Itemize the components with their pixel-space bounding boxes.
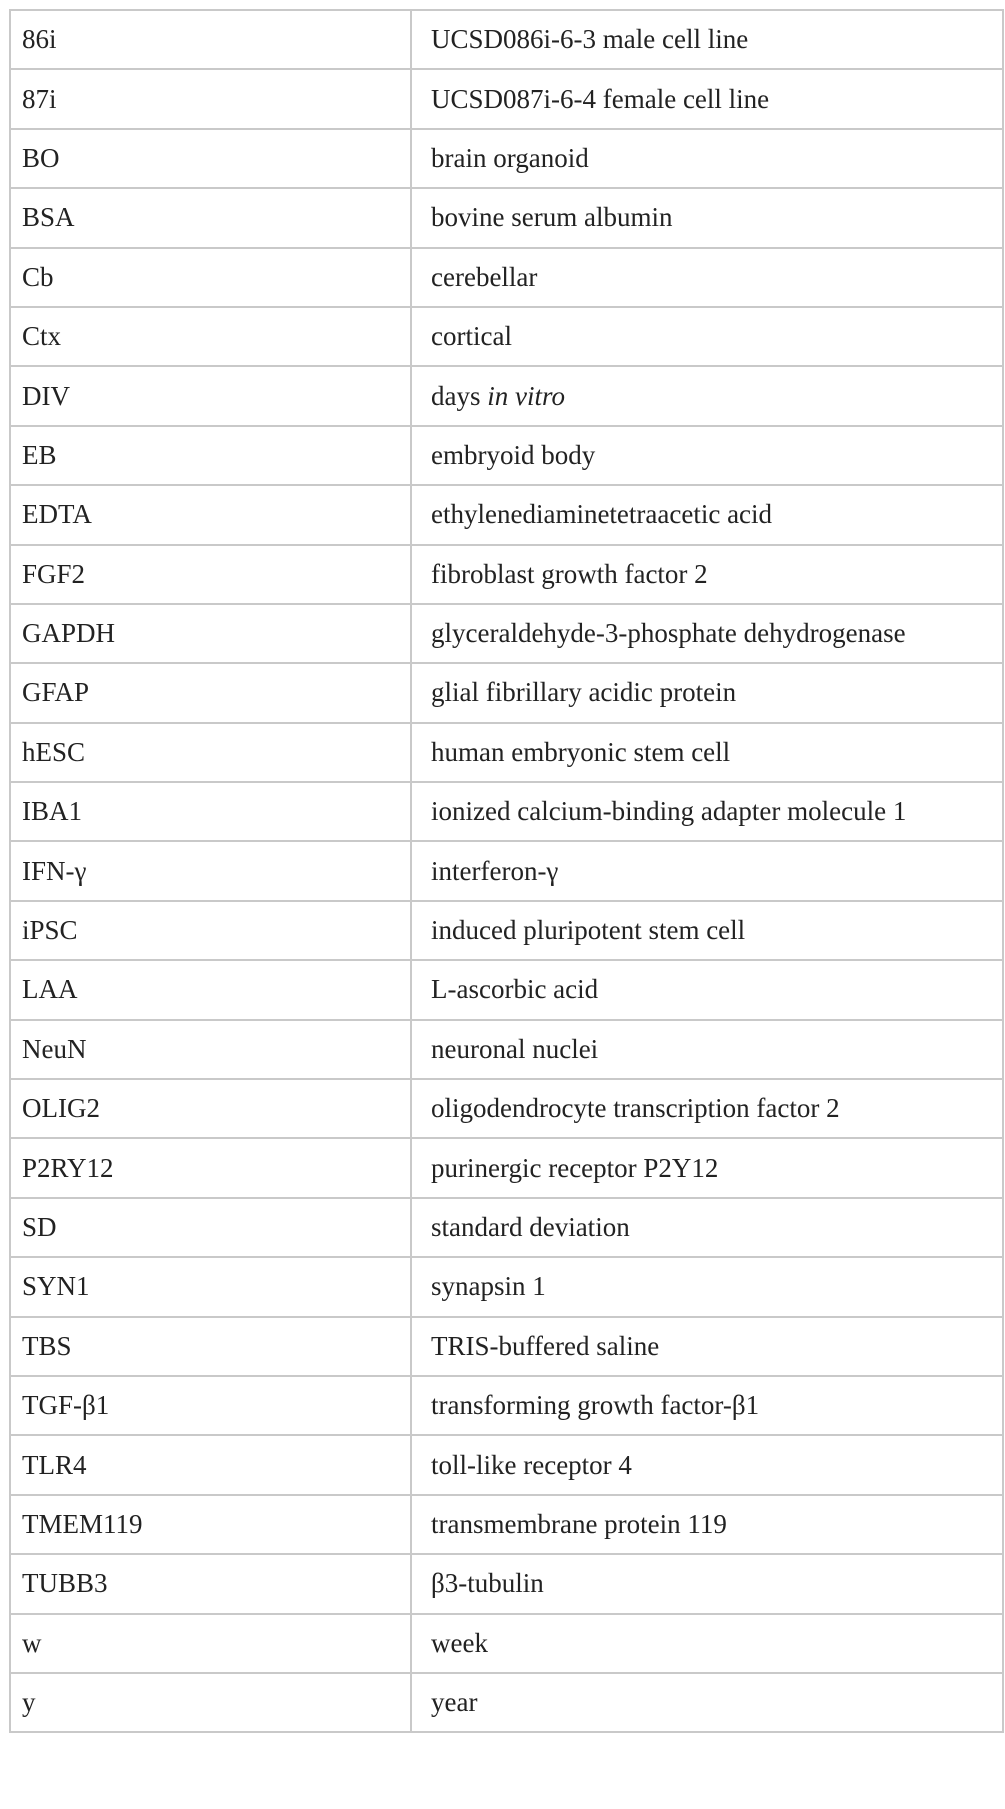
abbreviation-cell: BSA	[10, 188, 411, 247]
definition-text: UCSD087i-6-4 female cell line	[431, 83, 770, 114]
definition-cell	[411, 1614, 1003, 1673]
definition-text: neuronal nuclei	[431, 1033, 599, 1064]
definition-cell	[411, 782, 1003, 841]
definition-text: toll-like receptor 4	[431, 1449, 632, 1480]
abbreviation-cell: GAPDH	[10, 604, 411, 663]
definition-text: transforming growth factor-β1	[431, 1390, 760, 1421]
definition-text: standard deviation	[431, 1212, 630, 1242]
table-row	[10, 604, 1003, 663]
abbreviation-cell: TGF-β1	[10, 1376, 411, 1435]
definition-cell	[411, 1198, 1003, 1257]
definition-text: year	[431, 1687, 478, 1718]
abbreviation-cell: Cb	[10, 248, 411, 307]
definition-cell	[411, 248, 1003, 307]
abbreviation-cell: hESC	[10, 723, 411, 782]
abbreviation-cell: Ctx	[10, 307, 411, 366]
table-row	[10, 1376, 1003, 1435]
definition-text: interferon-γ	[431, 855, 559, 886]
definition-text: brain organoid	[431, 142, 589, 173]
table-row	[10, 1317, 1003, 1376]
abbreviation-cell: IFN-γ	[10, 841, 411, 900]
table-row	[10, 1673, 1003, 1732]
definition-text: β3-tubulin	[431, 1568, 544, 1599]
definition-cell	[411, 1317, 1003, 1376]
table-row	[10, 248, 1003, 307]
definition-cell	[411, 723, 1003, 782]
table-row	[10, 723, 1003, 782]
definition-cell	[411, 1435, 1003, 1494]
abbreviation-cell: 87i	[10, 69, 411, 128]
table-row	[10, 129, 1003, 188]
definition-text: days	[431, 380, 488, 411]
table-row	[10, 1257, 1003, 1316]
definition-text: human embryonic stem cell	[431, 736, 731, 767]
definition-cell	[411, 604, 1003, 663]
definition-text: glyceraldehyde-3-phosphate dehydrogenase	[431, 618, 906, 649]
definition-cell	[411, 1495, 1003, 1554]
abbreviation-cell: TMEM119	[10, 1495, 411, 1554]
abbreviation-cell: TBS	[10, 1317, 411, 1376]
table-row	[10, 188, 1003, 247]
table-row	[10, 366, 1003, 425]
abbreviation-cell: SYN1	[10, 1257, 411, 1316]
definition-cell	[411, 366, 1003, 425]
definition-cell	[411, 426, 1003, 485]
table-row	[10, 1554, 1003, 1613]
abbreviations-table-body	[10, 10, 1003, 1732]
table-row	[10, 960, 1003, 1019]
definition-cell	[411, 960, 1003, 1019]
definition-text: synapsin 1	[431, 1271, 546, 1302]
abbreviation-cell: y	[10, 1673, 411, 1732]
definition-cell	[411, 1554, 1003, 1613]
table-row	[10, 545, 1003, 604]
definition-text: fibroblast growth factor 2	[431, 558, 708, 589]
definition-text: ionized calcium-binding adapter molecule 1	[431, 796, 907, 827]
definition-text: in vitro	[487, 380, 565, 411]
definition-text: bovine serum albumin	[431, 202, 673, 233]
table-row	[10, 663, 1003, 722]
table-row	[10, 782, 1003, 841]
abbreviation-cell: GFAP	[10, 663, 411, 722]
table-row	[10, 841, 1003, 900]
definition-cell	[411, 10, 1003, 69]
abbreviation-cell: TUBB3	[10, 1554, 411, 1613]
definition-text: purinergic receptor P2Y12	[431, 1152, 719, 1183]
definition-text: TRIS-buffered saline	[431, 1330, 660, 1361]
definition-cell	[411, 1376, 1003, 1435]
table-row	[10, 69, 1003, 128]
abbreviation-cell: 86i	[10, 10, 411, 69]
definition-text: L-ascorbic acid	[431, 974, 599, 1005]
table-row	[10, 901, 1003, 960]
definition-text: glial fibrillary acidic protein	[431, 677, 737, 708]
definition-cell	[411, 485, 1003, 544]
table-row	[10, 1495, 1003, 1554]
abbreviations-table-container	[9, 9, 1002, 1733]
definition-cell	[411, 1138, 1003, 1197]
definition-text: induced pluripotent stem cell	[431, 915, 746, 946]
abbreviation-cell: SD	[10, 1198, 411, 1257]
table-row	[10, 1198, 1003, 1257]
table-row	[10, 1020, 1003, 1079]
abbreviation-cell: iPSC	[10, 901, 411, 960]
definition-cell	[411, 1079, 1003, 1138]
definition-text: week	[431, 1627, 488, 1658]
abbreviation-cell: EB	[10, 426, 411, 485]
definition-cell	[411, 129, 1003, 188]
abbreviation-cell: w	[10, 1614, 411, 1673]
abbreviation-cell: NeuN	[10, 1020, 411, 1079]
table-row	[10, 1079, 1003, 1138]
definition-text: cerebellar	[431, 261, 538, 292]
definition-cell	[411, 663, 1003, 722]
table-row	[10, 10, 1003, 69]
definition-cell	[411, 1020, 1003, 1079]
abbreviation-cell: TLR4	[10, 1435, 411, 1494]
table-row	[10, 1138, 1003, 1197]
definition-cell	[411, 307, 1003, 366]
abbreviation-cell: P2RY12	[10, 1138, 411, 1197]
definition-cell	[411, 1673, 1003, 1732]
abbreviation-cell: FGF2	[10, 545, 411, 604]
abbreviation-cell: DIV	[10, 366, 411, 425]
definition-cell	[411, 1257, 1003, 1316]
table-row	[10, 307, 1003, 366]
definition-text: oligodendrocyte transcription factor 2	[431, 1093, 840, 1124]
definition-cell	[411, 901, 1003, 960]
table-row	[10, 1614, 1003, 1673]
definition-text: cortical	[431, 321, 512, 352]
definition-cell	[411, 69, 1003, 128]
abbreviation-cell: BO	[10, 129, 411, 188]
definition-cell	[411, 841, 1003, 900]
table-row	[10, 485, 1003, 544]
definition-text: transmembrane protein 119	[431, 1508, 727, 1539]
abbreviation-cell: OLIG2	[10, 1079, 411, 1138]
table-row	[10, 1435, 1003, 1494]
abbreviations-table	[9, 9, 1004, 1733]
definition-text: UCSD086i-6-3 male cell line	[431, 24, 749, 55]
definition-text: embryoid body	[431, 439, 596, 470]
definition-cell	[411, 188, 1003, 247]
definition-text: ethylenediaminetetraacetic acid	[431, 499, 773, 530]
table-row	[10, 426, 1003, 485]
definition-cell	[411, 545, 1003, 604]
abbreviation-cell: IBA1	[10, 782, 411, 841]
abbreviation-cell: EDTA	[10, 485, 411, 544]
abbreviation-cell: LAA	[10, 960, 411, 1019]
